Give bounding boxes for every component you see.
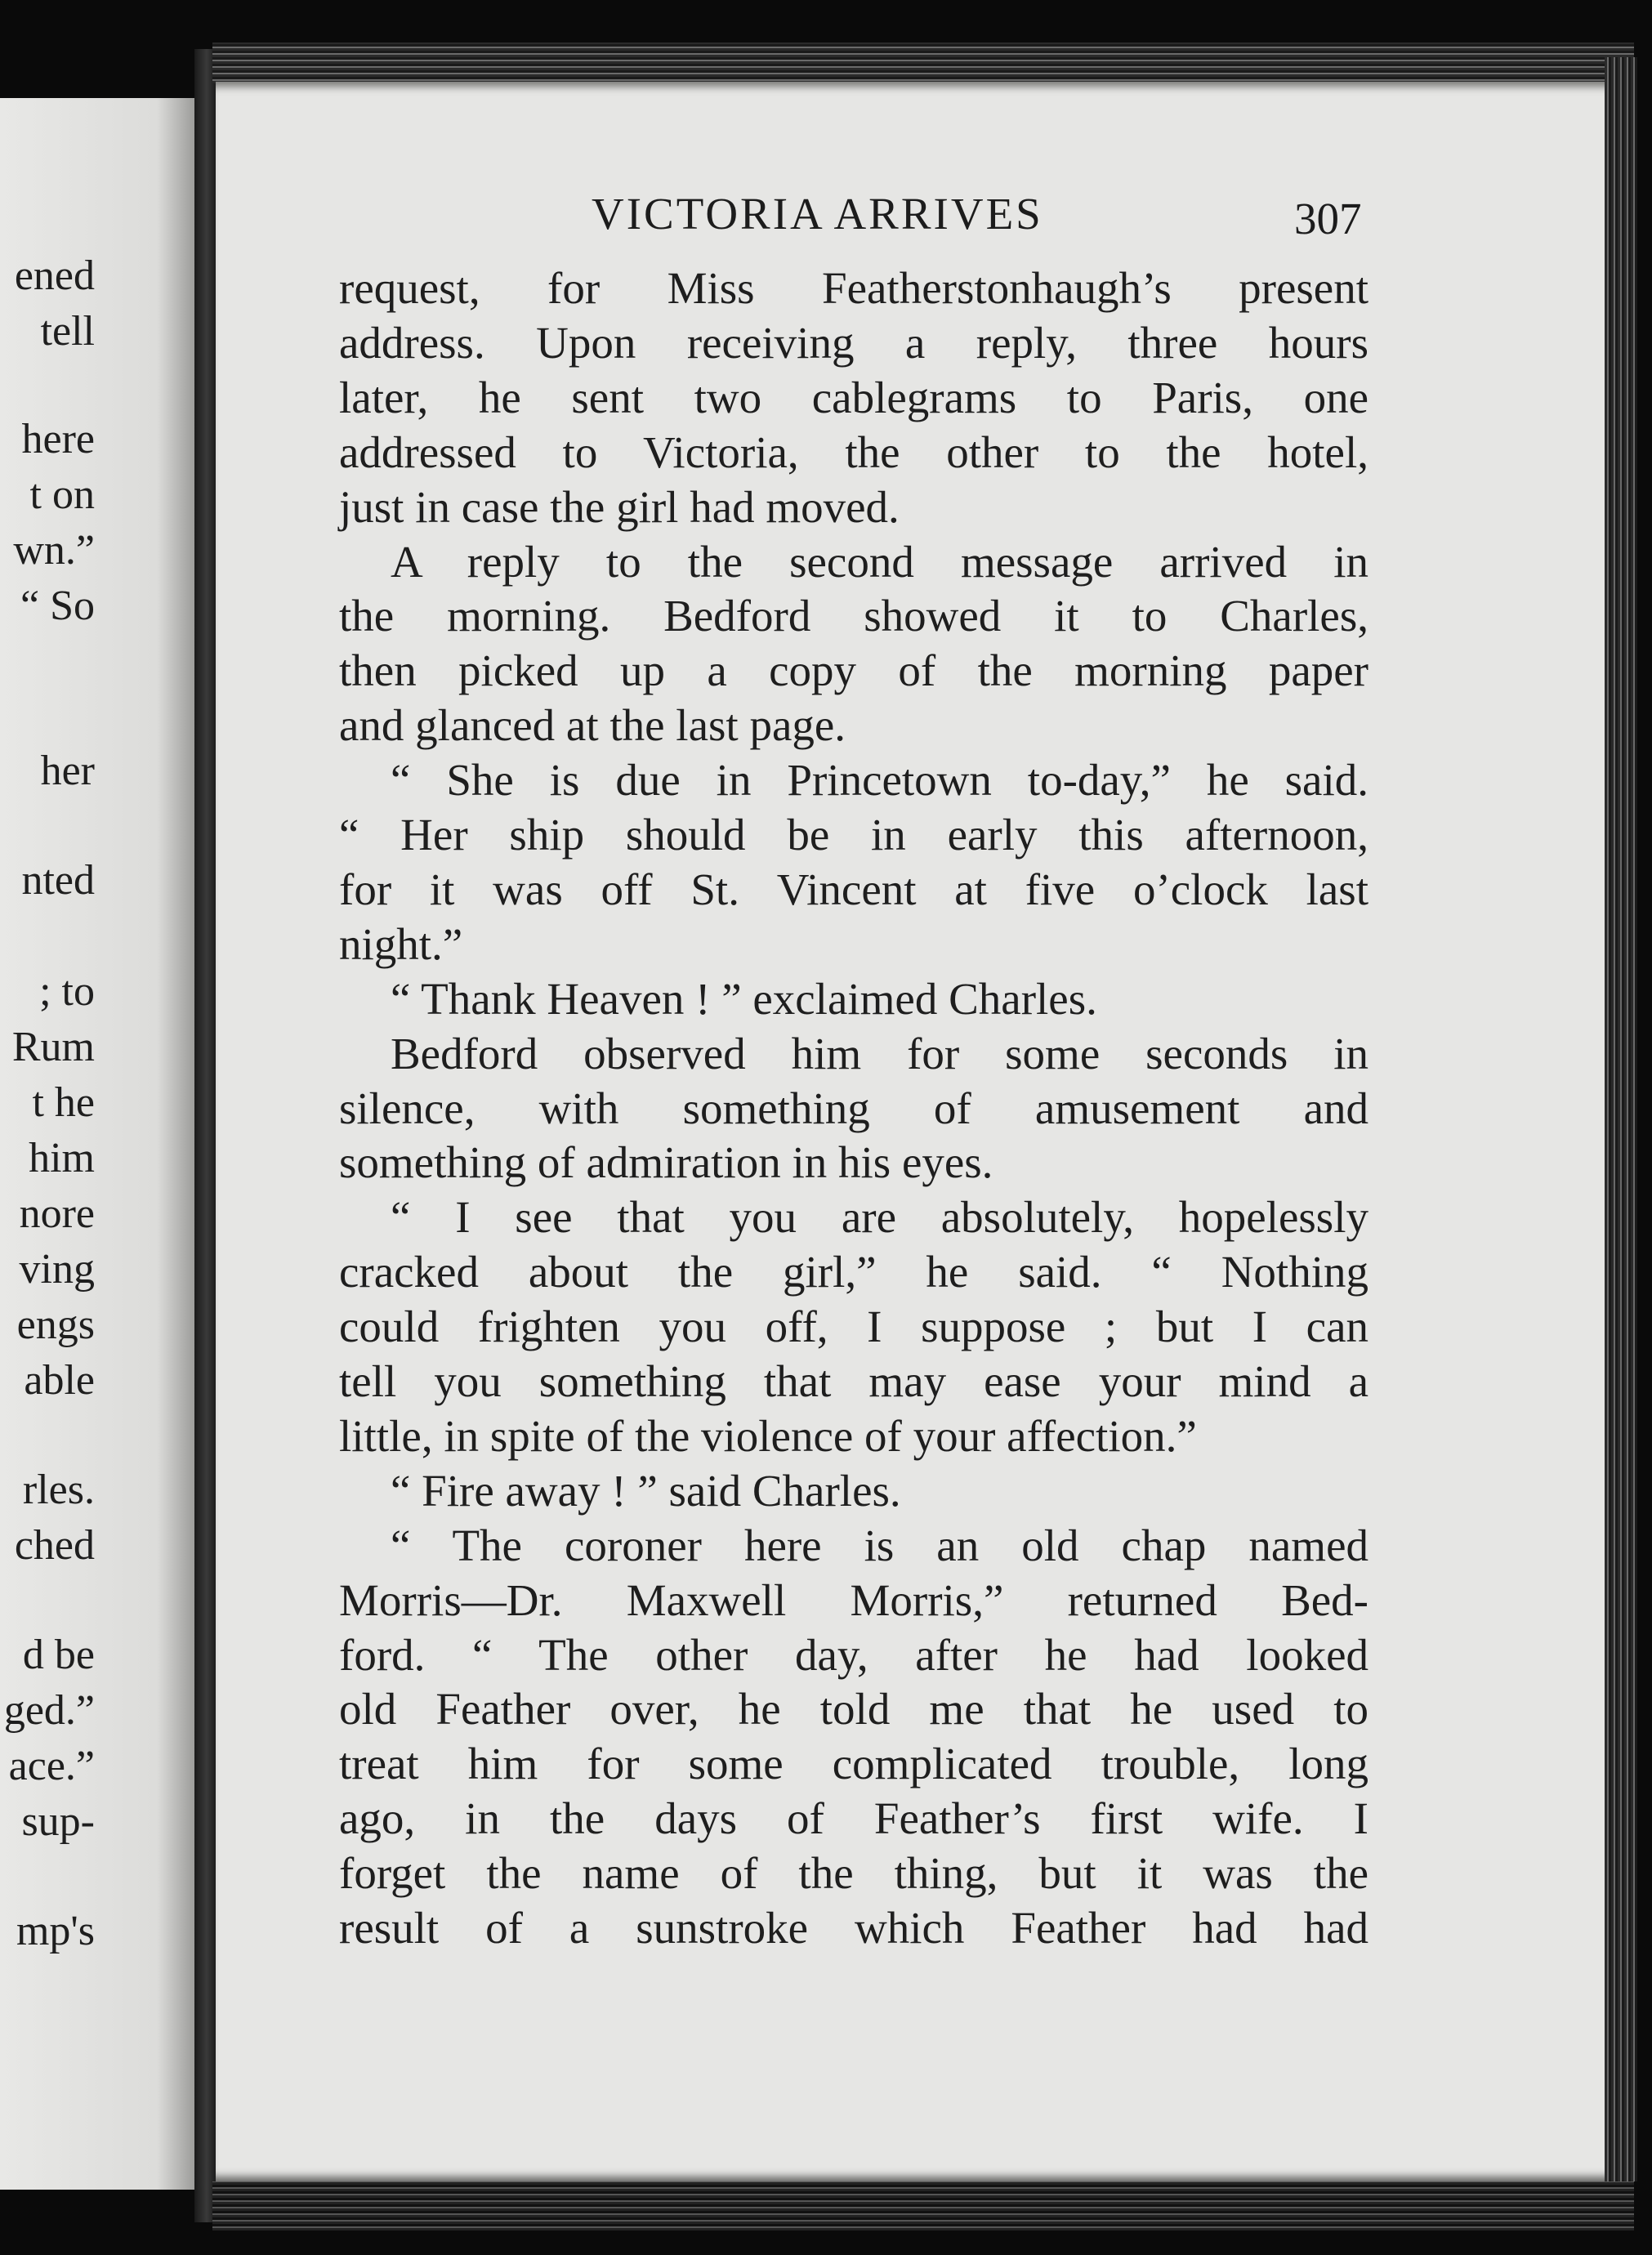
text-line: for it was off St. Vincent at five o’clock last [339,864,1368,914]
text-line: little, in spite of the violence of your affection.” [339,1410,1197,1461]
text-line: Bedford observed him for some seconds in [391,1028,1368,1078]
text-line: later, he sent two cablegrams to Paris, one [339,372,1368,422]
left-facing-page [0,98,196,2190]
top-page-edge [212,42,1634,83]
text-line: ago, in the days of Feather’s first wife. I [339,1793,1368,1844]
text-line: old Feather over, he told me that he used to [339,1684,1368,1735]
text-line: silence, with something of amusement and [339,1083,1368,1133]
left-page-fragment: ched [14,1522,95,1569]
text-line: A reply to the second message arrived in [391,536,1368,587]
text-line: the morning. Bedford showed it to Charles, [339,591,1368,641]
left-page-fragment: mp's [16,1908,95,1954]
text-line: and glanced at the last page. [339,700,846,751]
text-line: just in case the girl had moved. [339,481,900,532]
bottom-page-edge [212,2181,1634,2230]
text-line: “ Fire away ! ” said Charles. [391,1465,901,1516]
text-line: treat him for some complicated trouble, long [339,1739,1368,1789]
text-line: something of admiration in his eyes. [339,1137,993,1188]
left-page-fragment: ; to [39,968,95,1015]
text-line: ford. “ The other day, after he had looked [339,1629,1368,1680]
left-page-fragment: ened [14,252,95,299]
text-line: “ Her ship should be in early this afternoon, [339,810,1368,860]
text-line: “ I see that you are absolutely, hopelessly [391,1192,1368,1243]
text-line: result of a sunstroke which Feather had had [339,1903,1368,1953]
left-page-fragment: rles. [22,1467,95,1513]
left-page-fragment: ving [19,1246,95,1293]
left-page-fragment: t he [32,1079,95,1126]
left-page-fragment: tell [40,308,95,355]
left-page-fragment: nted [21,857,95,904]
left-page-fragment: sup- [21,1798,95,1845]
text-line: tell you something that may ease your mind a [339,1356,1368,1406]
text-line: cracked about the girl,” he said. “ Nothing [339,1247,1368,1297]
text-line: “ She is due in Princetown to-day,” he said. [391,755,1368,806]
text-line: “ The coroner here is an old chap named [391,1520,1368,1570]
left-page-fragment: ace.” [8,1743,95,1789]
text-line: Morris—Dr. Maxwell Morris,” returned Bed- [339,1574,1368,1625]
left-page-fragment: her [40,748,95,794]
left-page-fragment: able [24,1357,95,1404]
left-page-fragment: nore [19,1190,95,1237]
left-page-fragment: Rum [11,1024,95,1070]
left-page-fragment: him [29,1135,95,1181]
text-line: “ Thank Heaven ! ” exclaimed Charles. [391,973,1097,1024]
left-page-fragment: wn.” [13,527,95,574]
text-line: forget the name of the thing, but it was the [339,1848,1368,1899]
running-head: VICTORIA ARRIVES [592,189,1043,239]
text-line: then picked up a copy of the morning paper [339,645,1368,696]
left-page-fragment: t on [29,471,95,518]
left-page-fragment: here [21,416,95,462]
left-page-fragment: engs [16,1302,95,1348]
left-page-fragment: ged.” [3,1687,95,1734]
text-line: addressed to Victoria, the other to the hotel, [339,426,1368,477]
left-page-fragment: “ So [20,583,95,629]
page-number: 307 [1294,194,1362,243]
text-line: address. Upon receiving a reply, three hours [339,317,1368,368]
left-page-fragment: d be [22,1632,95,1678]
right-page-edge [1605,57,1637,2181]
text-line: night.” [339,918,463,969]
text-line: request, for Miss Featherstonhaugh’s present [339,263,1368,313]
text-line: could frighten you off, I suppose ; but I can [339,1302,1368,1352]
